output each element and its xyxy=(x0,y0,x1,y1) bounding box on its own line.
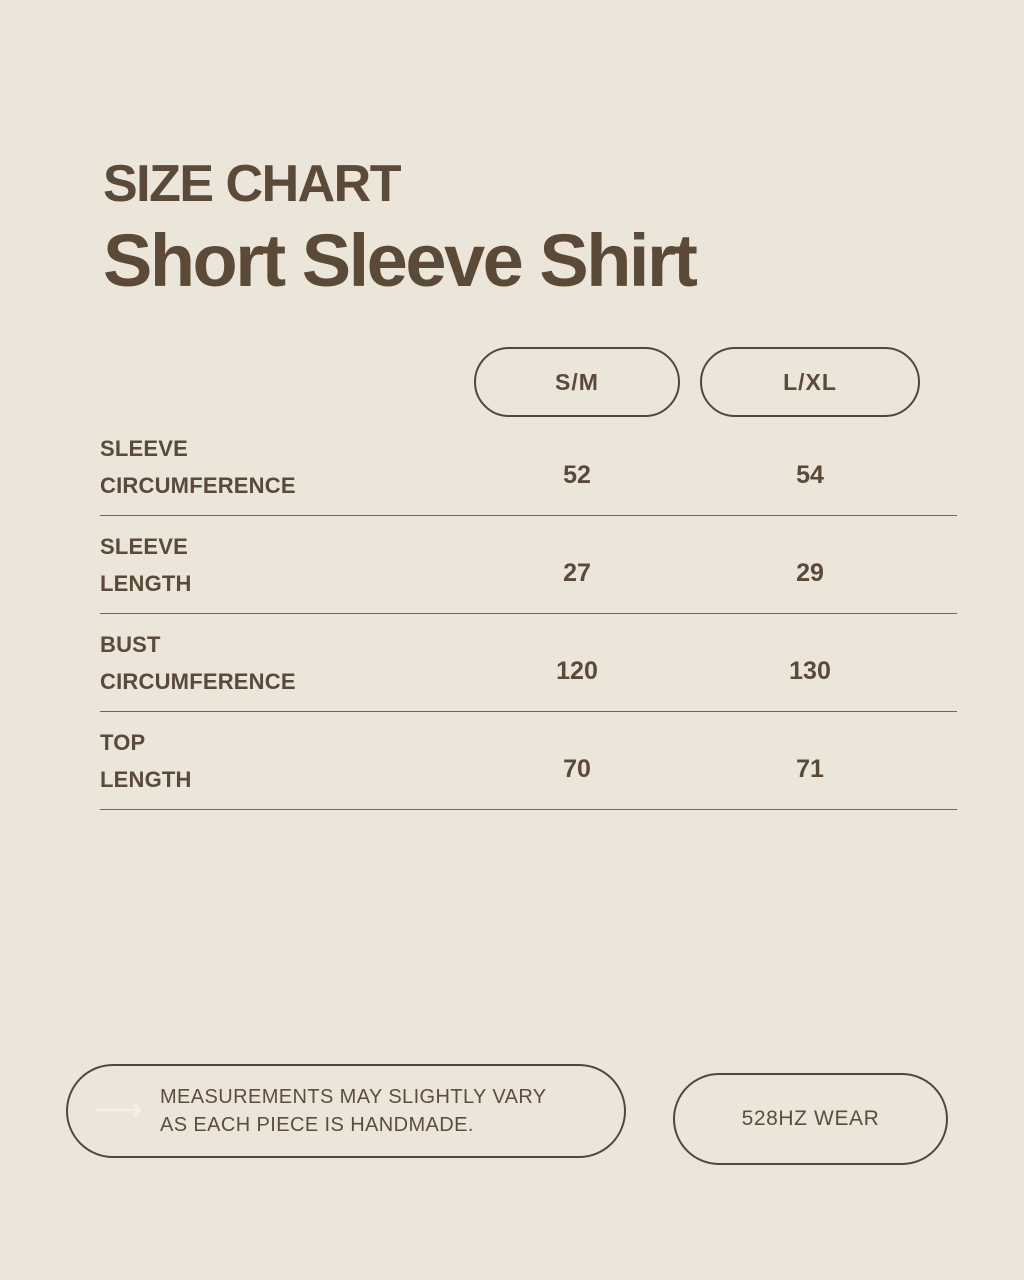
size-column-sm-pill xyxy=(474,347,680,417)
row-label-line1: SLEEVE xyxy=(100,435,189,461)
size-chart-table xyxy=(100,347,957,810)
note-line1: MEASUREMENTS MAY SLIGHTLY VARY xyxy=(160,1086,547,1108)
value-lxl: 130 xyxy=(789,657,831,685)
value-sm: 70 xyxy=(563,755,591,783)
handmade-note-pill xyxy=(66,1064,626,1158)
size-chart-heading: SIZE CHART xyxy=(103,155,400,213)
row-label xyxy=(100,724,474,798)
row-label-line2: CIRCUMFERENCE xyxy=(100,668,296,694)
row-label-line2: CIRCUMFERENCE xyxy=(100,472,296,498)
table-header-row xyxy=(100,347,957,418)
row-label-line1: SLEEVE xyxy=(100,533,189,559)
brand-label: 528HZ WEAR xyxy=(741,1107,880,1130)
table-row-sleeve-length xyxy=(100,516,957,614)
size-column-lxl-pill xyxy=(700,347,920,417)
row-label xyxy=(100,626,474,700)
value-sm: 120 xyxy=(556,657,598,685)
size-column-sm-label: S/M xyxy=(555,368,599,395)
table-row-sleeve-circumference xyxy=(100,418,957,516)
row-label xyxy=(100,430,474,504)
row-label-line1: BUST xyxy=(100,631,161,657)
row-label-line2: LENGTH xyxy=(100,766,192,792)
title-block xyxy=(103,155,696,302)
row-label-line1: TOP xyxy=(100,729,146,755)
table-row-bust-circumference xyxy=(100,614,957,712)
brand-pill xyxy=(673,1073,948,1165)
value-sm: 52 xyxy=(563,461,591,489)
product-title: Short Sleeve Shirt xyxy=(103,219,696,302)
value-lxl: 71 xyxy=(796,755,824,783)
row-label xyxy=(100,528,474,602)
table-row-top-length xyxy=(100,712,957,810)
value-sm: 27 xyxy=(563,559,591,587)
note-line2: AS EACH PIECE IS HANDMADE. xyxy=(160,1114,474,1136)
value-lxl: 29 xyxy=(796,559,824,587)
row-label-line2: LENGTH xyxy=(100,570,192,596)
value-lxl: 54 xyxy=(796,461,824,489)
size-column-lxl-label: L/XL xyxy=(783,368,837,395)
right-arrow-icon: ⟶ xyxy=(94,1090,143,1129)
handmade-note-text xyxy=(160,1083,547,1139)
